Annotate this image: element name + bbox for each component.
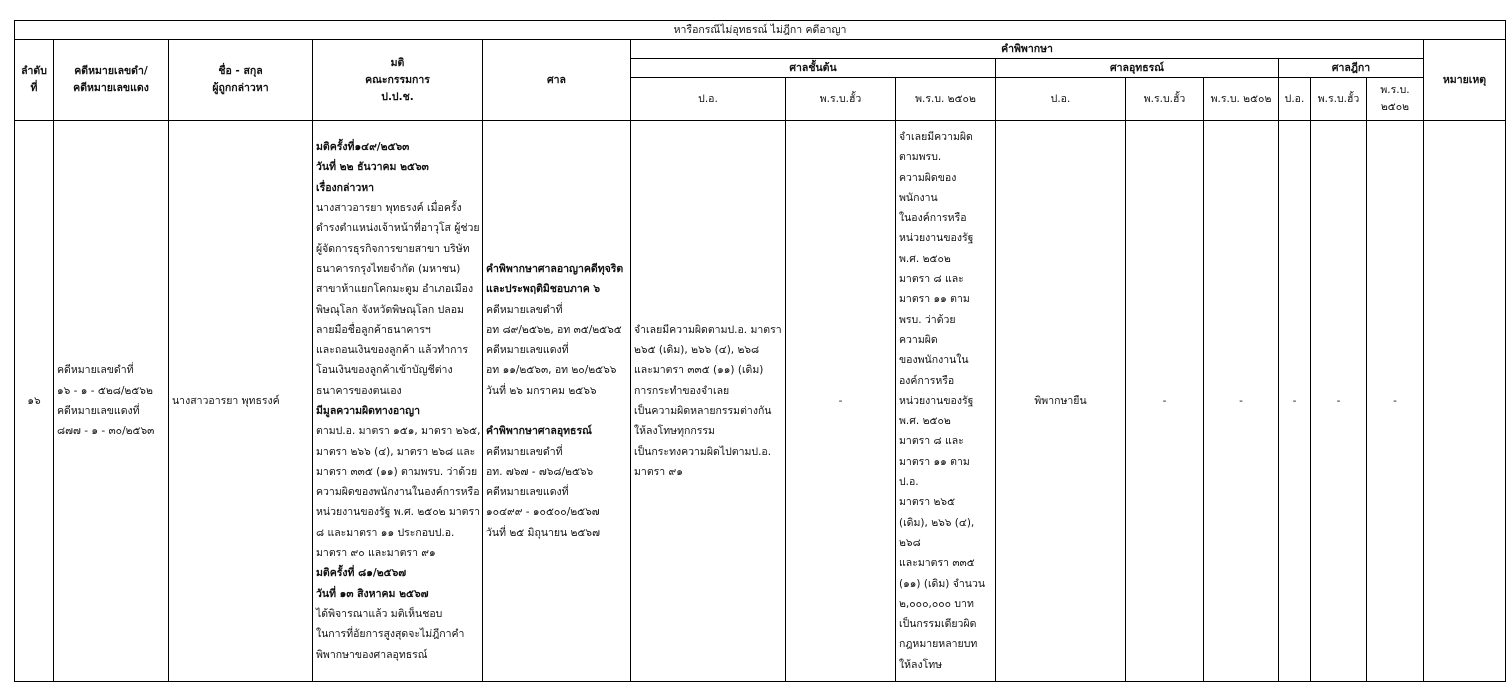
cell-line: คดีหมายเลขดำที่ [486, 445, 563, 458]
cell-line: อท ๑๑/๒๕๖๓, อท ๒๐/๒๕๖๖ [486, 364, 617, 377]
cell-line: ป.อ. [899, 476, 919, 489]
cell-line: พ.ศ. ๒๕๐๒ [899, 252, 951, 265]
row-name: นางสาวอารยา พุทธรงค์ [169, 121, 313, 682]
header-judgment: คำพิพากษา [631, 40, 1424, 59]
cell-line: คดีหมายเลขแดงที่ [486, 486, 569, 499]
cell-line: กฎหมายหลายบท [899, 638, 978, 651]
cell-line: และมาตรา ๓๓๕ (๑๑) (เดิม) [634, 364, 764, 377]
row-first-criminal [631, 121, 786, 682]
cell-line: มาตรา ๙๐ และมาตรา ๙๑ [316, 547, 436, 560]
cell-line: ให้ลงโทษทุกกรรม [634, 425, 715, 438]
cell-line: วันที่ ๒๕ มิถุนายน ๒๕๖๗ [486, 526, 600, 539]
header-no: ลำดับ ที่ [15, 40, 54, 121]
cell-line: และมาตรา ๓๓๕ [899, 557, 975, 570]
cell-line: มาตรา ๑๑ ตาม [899, 455, 970, 468]
row-appeal-criminal: พิพากษายืน [996, 121, 1126, 682]
cell-line: ธนาคารกรุงไทยจำกัด (มหาชน) [316, 262, 461, 275]
cell-line: คำพิพากษาศาลอาญาคดีทุจริต [486, 262, 624, 275]
cell-line: ตามป.อ. มาตรา ๑๕๑, มาตรา ๒๖๕, [316, 425, 481, 438]
cell-line: ในการที่อัยการสูงสุดจะไม่ฎีกาคำ [316, 628, 465, 641]
row-appeal-anti-collusion: - [1126, 121, 1204, 682]
row-appeal-act: - [1204, 121, 1279, 682]
cell-line: ๑๐๔๙๙ - ๑๐๕๐๐/๒๕๖๗ [486, 506, 600, 519]
cell-line: มาตรา ๒๖๖ (๔), มาตรา ๒๖๘ และ [316, 445, 476, 458]
cell-line: หน่วยงานของรัฐ [899, 394, 974, 407]
cell-line: มาตรา ๓๓๕ (๑๑) ตามพรบ. ว่าด้วย [316, 465, 478, 478]
cell-line: ๘ และมาตรา ๑๑ ประกอบป.อ. [316, 526, 455, 539]
cell-line: มาตรา ๘ และ [899, 435, 964, 448]
header-first-anti-collusion: พ.ร.บ.ฮั้ว [786, 78, 896, 121]
cell-line: และถอนเงินของลูกค้า แล้วทำการ [316, 344, 469, 357]
cell-line: และประพฤติมิชอบภาค ๖ [486, 283, 601, 296]
cell-line: วันที่ ๑๓ สิงหาคม ๒๕๖๗ [316, 587, 429, 600]
header-supreme-act-2502: พ.ร.บ. ๒๕๐๒ [1367, 78, 1424, 121]
cell-line: พนักงาน [899, 191, 938, 204]
row-first-act [896, 121, 996, 682]
cell-line: มาตรา ๑๑ ตาม [899, 293, 970, 306]
cell-line: ธนาคารของตนเอง [316, 384, 402, 397]
cell-line: ความผิดของพนักงานในองค์การหรือ [316, 486, 480, 499]
header-court: ศาล [483, 40, 631, 121]
header-appeal-act-2502: พ.ร.บ. ๒๕๐๒ [1204, 78, 1279, 121]
cell-line: จำเลยมีความผิด [899, 130, 973, 143]
cell-line: (๑๑) (เดิม) จำนวน [899, 577, 986, 590]
cell-line: ๒,๐๐๐,๐๐๐ บาท [899, 597, 974, 610]
cell-line: ๒๖๕ (เดิม), ๒๖๖ (๔), ๒๖๘ [634, 344, 760, 357]
cell-line: คำพิพากษาศาลอุทธรณ์ [486, 425, 592, 438]
cell-line: พิษณุโลก จังหวัดพิษณุโลก ปลอม [316, 303, 464, 316]
cell-line: วันที่ ๒๒ ธันวาคม ๒๕๖๓ [316, 161, 429, 174]
header-first-act-2502: พ.ร.บ. ๒๕๐๒ [896, 78, 996, 121]
cell-line: ตามพรบ. [899, 151, 942, 164]
cell-line: มติครั้งที่๑๔๙/๒๕๖๓ [316, 141, 410, 154]
cell-line: เป็นความผิดหลายกรรมต่างกัน [634, 405, 772, 417]
table-row [15, 121, 1506, 682]
cell-line: ในองค์การหรือ [899, 212, 967, 225]
cell-line: มาตรา ๒๖๕ [899, 496, 956, 509]
header-resolution: มติ คณะกรรมการ ป.ป.ช. [313, 40, 483, 121]
cell-line: การกระทำของจำเลย [634, 384, 730, 397]
case-table [14, 20, 1506, 682]
header-appeal-criminal-code: ป.อ. [996, 78, 1126, 121]
row-no: ๑๖ [15, 121, 54, 682]
cell-line: องค์การหรือ [899, 374, 955, 387]
header-first-instance: ศาลชั้นต้น [631, 59, 996, 78]
cell-line: สาขาห้าแยกโคกมะตูม อำเภอเมือง [316, 283, 474, 296]
cell-line: ดำรงตำแหน่งเจ้าหน้าที่อาวุโส ผู้ช่วย [316, 222, 480, 235]
header-supreme-anti-collusion: พ.ร.บ.ฮั้ว [1311, 78, 1367, 121]
header-first-criminal-code: ป.อ. [631, 78, 786, 121]
row-supreme-criminal: - [1279, 121, 1311, 682]
cell-line: พิพากษาของศาลอุทธรณ์ [316, 648, 428, 661]
row-court [483, 121, 631, 682]
cell-line: (เดิม), ๒๖๖ (๔), [899, 516, 975, 529]
cell-line: หน่วยงานของรัฐ พ.ศ. ๒๕๐๒ มาตรา [316, 506, 481, 519]
cell-line: พ.ศ. ๒๕๐๒ [899, 415, 951, 428]
cell-line: มาตรา ๘ และ [899, 273, 964, 286]
cell-line: ให้ลงโทษ [899, 658, 943, 671]
row-supreme-anti-collusion: - [1311, 121, 1367, 682]
cell-line: เป็นกระทงความผิดไปตามป.อ. [634, 445, 772, 458]
cell-line: เรื่องกล่าวหา [316, 181, 375, 194]
header-supreme-criminal-code: ป.อ. [1279, 78, 1311, 121]
cell-line: ๒๖๘ [899, 536, 921, 549]
cell-line: มติครั้งที่ ๘๑/๒๕๖๗ [316, 567, 407, 580]
cell-line: ความผิด [899, 333, 938, 346]
header-remark: หมายเหตุ [1424, 40, 1506, 121]
cell-line: มาตรา ๙๑ [634, 465, 683, 478]
table-title: หารือกรณีไม่อุทธรณ์ ไม่ฎีกา คดีอาญา [15, 21, 1506, 40]
cell-line: เป็นกรรมเดียวผิด [899, 618, 977, 631]
row-first-anti-collusion: - [786, 121, 896, 682]
cell-line: วันที่ ๒๖ มกราคม ๒๕๖๖ [486, 384, 597, 397]
cell-line: ความผิดของ [899, 171, 957, 184]
cell-line: พรบ. ว่าด้วย [899, 313, 956, 326]
cell-line: ลายมือชื่อลูกค้าธนาคารฯ [316, 323, 431, 336]
cell-line: ผู้จัดการธุรกิจการขายสาขา บริษัท [316, 242, 470, 255]
cell-line: นางสาวอารยา พุทธรงค์ เมื่อครั้ง [316, 202, 462, 215]
cell-line: คดีหมายเลขดำที่ [486, 303, 563, 316]
cell-line [486, 401, 627, 421]
header-case-numbers: คดีหมายเลขดำ/ คดีหมายเลขแดง [54, 40, 169, 121]
cell-line: หน่วยงานของรัฐ [899, 232, 974, 245]
cell-line: จำเลยมีความผิดตามป.อ. มาตรา [634, 323, 782, 336]
row-remark [1424, 121, 1506, 682]
cell-line: โอนเงินของลูกค้าเข้าบัญชีต่าง [316, 364, 453, 377]
header-appeal: ศาลอุทธรณ์ [996, 59, 1279, 78]
row-supreme-act: - [1367, 121, 1424, 682]
cell-line: อท ๘๙/๒๕๖๒, อท ๓๕/๒๕๖๕ [486, 323, 622, 336]
header-name: ชื่อ - สกุล ผู้ถูกกล่าวหา [169, 40, 313, 121]
cell-line: อท. ๗๖๗ - ๗๖๘/๒๕๖๖ [486, 465, 594, 478]
cell-line: มีมูลความผิดทางอาญา [316, 405, 420, 417]
row-resolution [313, 121, 483, 682]
cell-line: ได้พิจารณาแล้ว มติเห็นชอบ [316, 607, 443, 620]
header-supreme: ศาลฎีกา [1279, 59, 1424, 78]
cell-line: คดีหมายเลขแดงที่ [486, 344, 569, 357]
cell-line: ของพนักงานใน [899, 354, 969, 367]
row-case-numbers: คดีหมายเลขดำที่ ๑๖ - ๑ - ๕๒๘/๒๕๖๒ คดีหมายเลขแดงที่ ๘๗๗ - ๑ - ๓๐/๒๕๖๓ [54, 121, 169, 682]
header-appeal-anti-collusion: พ.ร.บ.ฮั้ว [1126, 78, 1204, 121]
